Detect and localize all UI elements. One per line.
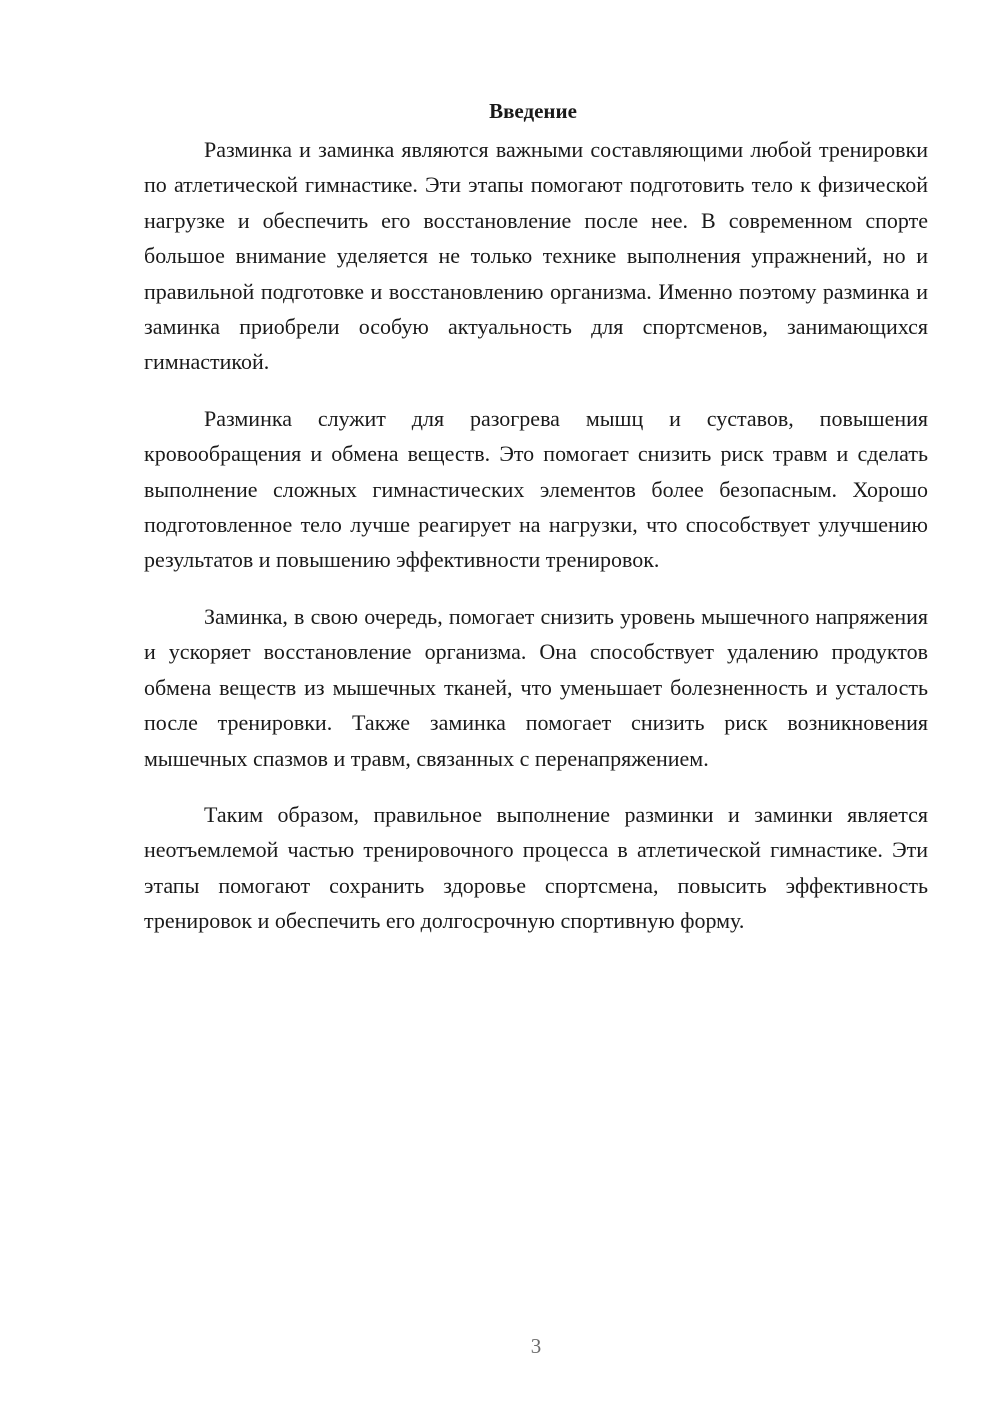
document-page bbox=[144, 96, 928, 960]
paragraph-4: Таким образом, правильное выполнение разминки и заминки является неотъемлемой частью тренировочного процесса в атлетической гимнастике. Эти этапы помогают сохранить здоровье спортсмена, повысить эффективность тренировок и обеспечить его долгосрочную спортивную форму. bbox=[144, 801, 928, 934]
paragraph-2: Разминка служит для разогрева мышц и суставов, повышения кровообращения и обмена веществ. Это помогает снизить риск травм и сделать выполнение сложных гимнастических элементов более безопасным. Хорошо подготовленное тело лучше реагирует на нагрузки, что способствует улучшению результатов и повышению эффективности тренировок. bbox=[144, 405, 928, 573]
paragraph-1: Разминка и заминка являются важными составляющими любой тренировки по атлетической гимнастике. Эти этапы помогают подготовить тело к физической нагрузке и обеспечить его восстановление после нее. В современном спорте большое внимание уделяется не только технике выполнения упражнений, но и правильной подготовке и восстановлению организма. Именно поэтому разминка и заминка приобрели особую актуальность для спортсменов, занимающихся гимнастикой. bbox=[144, 137, 928, 375]
paragraph-3: Заминка, в свою очередь, помогает снизить уровень мышечного напряжения и ускоряет восстановление организма. Она способствует удалению продуктов обмена веществ из мышечных тканей, что уменьшает болезненность и усталость после тренировки. Также заминка помогает снизить риск возникновения мышечных спазмов и травм, связанных с перенапряжением. bbox=[144, 603, 928, 771]
section-heading: Введение bbox=[489, 99, 577, 123]
page-number: 3 bbox=[530, 1334, 542, 1358]
